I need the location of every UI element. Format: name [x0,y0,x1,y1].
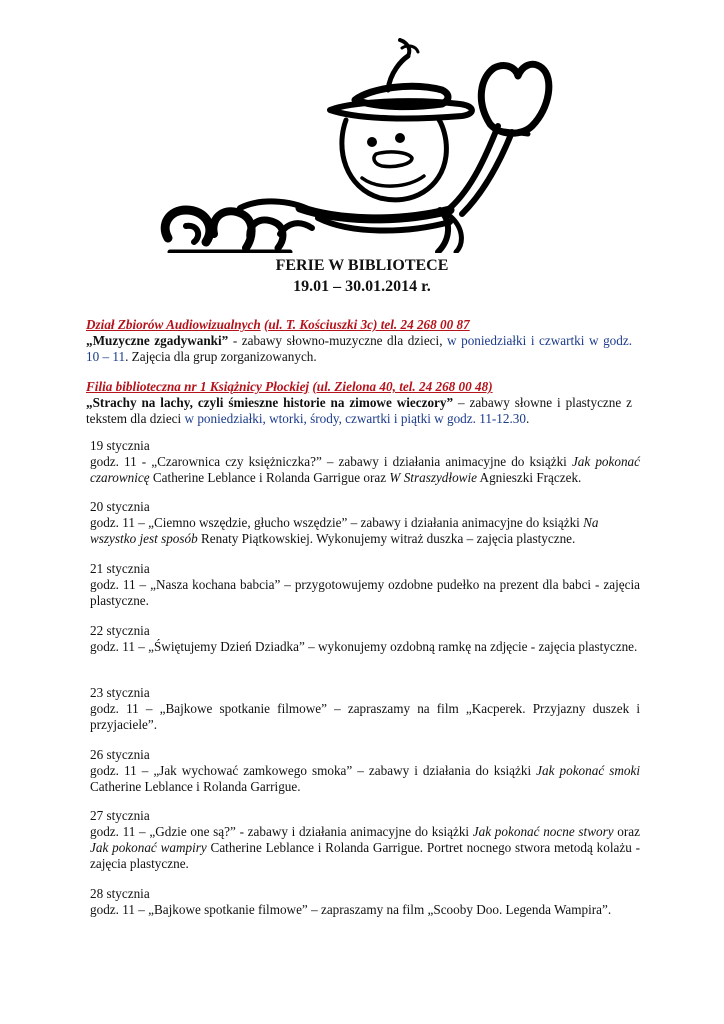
event-text: godz. 11 – „Gdzie one są?” - zabawy i działania animacyjne do książki Jak pokonać nocne stwory oraz Jak pokonać wampiry Catherine Leblance i Rolanda Garrigue. Portret nocnego stwora metodą kolażu - zajęcia plastyczne. [90,824,640,871]
section-header [86,379,632,395]
snowman-illustration [150,38,570,253]
event-text: godz. 11 - „Czarownica czy księżniczka?” – zabawy i działania animacyjne do książki Jak pokonać czarownicę Catherine Leblance i Rolanda Garrigue oraz W Straszydłowie Agnieszki Frączek. [90,454,640,485]
section-address: (ul. Zielona 40, tel. 24 268 00 48) [312,379,493,394]
event-date: 22 stycznia [90,623,150,638]
event-entry [90,499,640,547]
event-text: godz. 11 – „Ciemno wszędzie, głucho wszędzie” – zabawy i działania animacyjne do książki Na wszystko jest sposób Renaty Piątkowskiej. Wykonujemy witraż duszka – zajęcia plastyczne. [90,515,599,546]
event-date: 26 stycznia [90,747,150,762]
section-body [86,395,632,427]
section-header [86,317,632,333]
page-title: FERIE W BIBLIOTECE [275,257,449,274]
event-text: godz. 11 – „Jak wychować zamkowego smoka” – zabawy i działania do książki Jak pokonać smoki Catherine Leblance i Rolanda Garrigue. [90,763,640,794]
event-when: w poniedziałki, wtorki, środy, czwartki i piątki w godz. 11-12.30 [184,411,526,426]
section-body [86,333,632,365]
event-date: 21 stycznia [90,561,150,576]
section-name: Filia biblioteczna nr 1 Książnicy Płockiej [86,379,310,394]
event-text: godz. 11 – „Nasza kochana babcia” – przygotowujemy ozdobne pudełko na prezent dla babci - zajęcia plastyczne. [90,577,640,608]
event-entry [90,623,640,655]
event-date: 19 stycznia [90,438,150,453]
event-when: w poniedziałki i czwartki [447,333,585,348]
event-entry [90,886,640,918]
event-note: . Zajęcia dla grup zorganizowanych. [125,349,317,364]
date-range: 19.01 – 30.01.2014 r. [293,278,431,295]
event-text: godz. 11 – „Świętujemy Dzień Dziadka” – wykonujemy ozdobną ramkę na zdjęcie - zajęcia plastyczne. [90,639,638,654]
event-date: 28 stycznia [90,886,150,901]
event-text: godz. 11 – „Bajkowe spotkanie filmowe” – zapraszamy na film „Kacperek. Przyjazny duszek i przyjaciele”. [90,701,640,732]
section-audiovisual [86,317,632,365]
event-title: „Strachy na lachy, czyli śmieszne historie na zimowe wieczory” [86,395,454,410]
event-title: „Muzyczne zgadywanki” [86,333,229,348]
event-date: 27 stycznia [90,808,150,823]
event-desc: – zabawy słowne i plastyczne z tekstem dla dzieci [86,395,632,426]
event-entry [90,747,640,795]
event-end: . [525,411,530,426]
event-text: godz. 11 – „Bajkowe spotkanie filmowe” – zapraszamy na film „Scooby Doo. Legenda Wampira”. [90,902,612,917]
event-hours: w godz. 10 – 11 [86,333,632,364]
event-entry [90,685,640,733]
event-entry [90,561,640,609]
section-address: (ul. T. Kościuszki 3c) tel. 24 268 00 87 [263,317,470,332]
section-branch-library [86,379,632,427]
event-date: 23 stycznia [90,685,150,700]
event-entry [90,438,640,486]
event-desc: - zabawy słowno-muzyczne dla dzieci, [228,333,448,348]
section-name: Dział Zbiorów Audiowizualnych [86,317,261,332]
event-entry [90,808,640,872]
event-date: 20 stycznia [90,499,150,514]
